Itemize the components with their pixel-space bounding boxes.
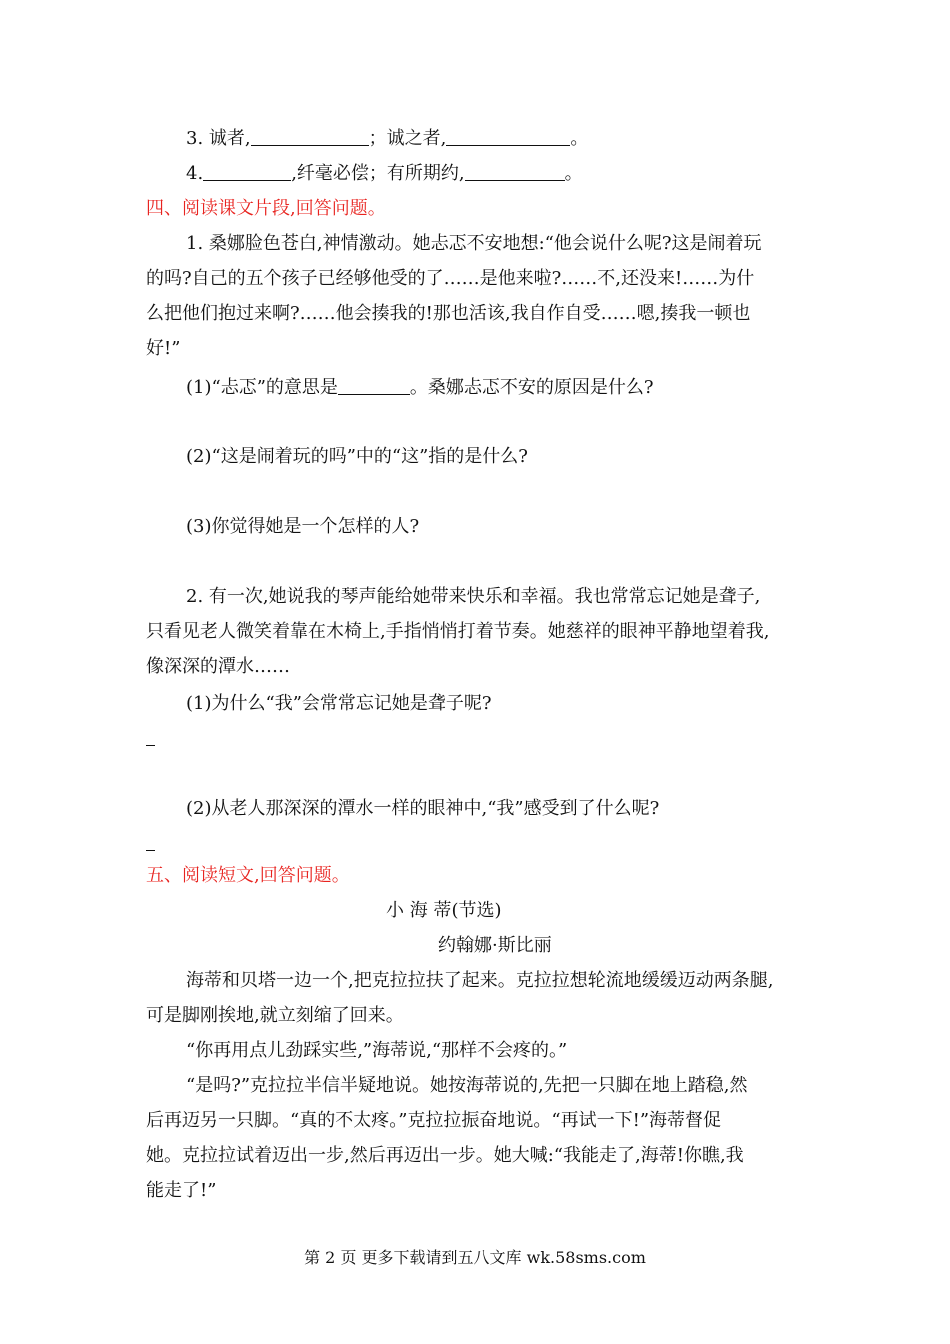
story-line: 海蒂和贝塔一边一个,把克拉拉扶了起来。克拉拉想轮流地缓缓迈动两条腿,	[186, 970, 774, 991]
passage-1-line: 好!”	[146, 338, 181, 359]
section-4-heading: 四、阅读课文片段,回答问题。	[146, 198, 386, 219]
question-1-1-text-b: 。桑娜忐忑不安的原因是什么?	[409, 377, 654, 398]
answer-blank[interactable]	[146, 727, 155, 746]
question-1-3: (3)你觉得她是一个怎样的人?	[186, 516, 420, 537]
story-line: 能走了!”	[146, 1180, 217, 1201]
fill-item-4-text-b: ,纤毫必偿；有所期约,	[291, 163, 465, 184]
story-title: 小 海 蒂(节选)	[386, 900, 502, 921]
story-line: 她。克拉拉试着迈出一步,然后再迈出一步。她大喊:“我能走了,海蒂!你瞧,我	[146, 1145, 744, 1166]
question-1-1-text-a: (1)“忐忑”的意思是	[186, 377, 338, 398]
answer-blank[interactable]	[203, 162, 291, 181]
answer-blank[interactable]	[251, 127, 369, 146]
answer-line[interactable]	[0, 832, 950, 856]
answer-blank[interactable]	[465, 162, 565, 181]
story-line: “是吗?”克拉拉半信半疑地说。她按海蒂说的,先把一只脚在地上踏稳,然	[186, 1075, 748, 1096]
fill-item-4-text-a: 4.	[186, 163, 204, 184]
passage-2-line: 只看见老人微笑着靠在木椅上,手指悄悄打着节奏。她慈祥的眼神平静地望着我,	[146, 621, 770, 642]
question-2-1: (1)为什么“我”会常常忘记她是聋子呢?	[186, 693, 492, 714]
fill-item-3-text-c: 。	[570, 128, 589, 149]
fill-item-4-text-c: 。	[564, 163, 583, 184]
question-2-2: (2)从老人那深深的潭水一样的眼神中,“我”感受到了什么呢?	[186, 798, 660, 819]
story-line: 后再迈另一只脚。“真的不太疼。”克拉拉振奋地说。“再试一下!”海蒂督促	[146, 1110, 722, 1131]
story-line: 可是脚刚挨地,就立刻缩了回来。	[146, 1005, 404, 1026]
question-1-2: (2)“这是闹着玩的吗”中的“这”指的是什么?	[186, 446, 528, 467]
passage-1-line: 么把他们抱过来啊?……他会揍我的!那也活该,我自作自受……嗯,揍我一顿也	[146, 303, 751, 324]
fill-item-3	[0, 127, 950, 151]
question-1-1	[0, 376, 950, 400]
passage-2-line: 像深深的潭水……	[146, 656, 290, 677]
passage-2-line: 2. 有一次,她说我的琴声能给她带来快乐和幸福。我也常常忘记她是聋子,	[186, 586, 761, 607]
fill-item-3-text-b: ；诚之者,	[368, 128, 447, 149]
fill-item-4	[0, 162, 950, 186]
passage-1-line: 1. 桑娜脸色苍白,神情激动。她忐忑不安地想:“他会说什么呢?这是闹着玩	[186, 233, 762, 254]
answer-blank[interactable]	[338, 376, 410, 395]
answer-line[interactable]	[0, 727, 950, 751]
answer-blank[interactable]	[446, 127, 570, 146]
section-5-heading: 五、阅读短文,回答问题。	[146, 865, 350, 886]
fill-item-3-text-a: 3. 诚者,	[186, 128, 251, 149]
page-footer: 第 2 页 更多下载请到五八文库 wk.58sms.com	[304, 1248, 646, 1267]
story-author: 约翰娜·斯比丽	[438, 935, 552, 956]
story-line: “你再用点儿劲踩实些,”海蒂说,“那样不会疼的。”	[186, 1040, 568, 1061]
answer-blank[interactable]	[146, 832, 155, 851]
passage-1-line: 的吗?自己的五个孩子已经够他受的了……是他来啦?……不,还没来!……为什	[146, 268, 755, 289]
